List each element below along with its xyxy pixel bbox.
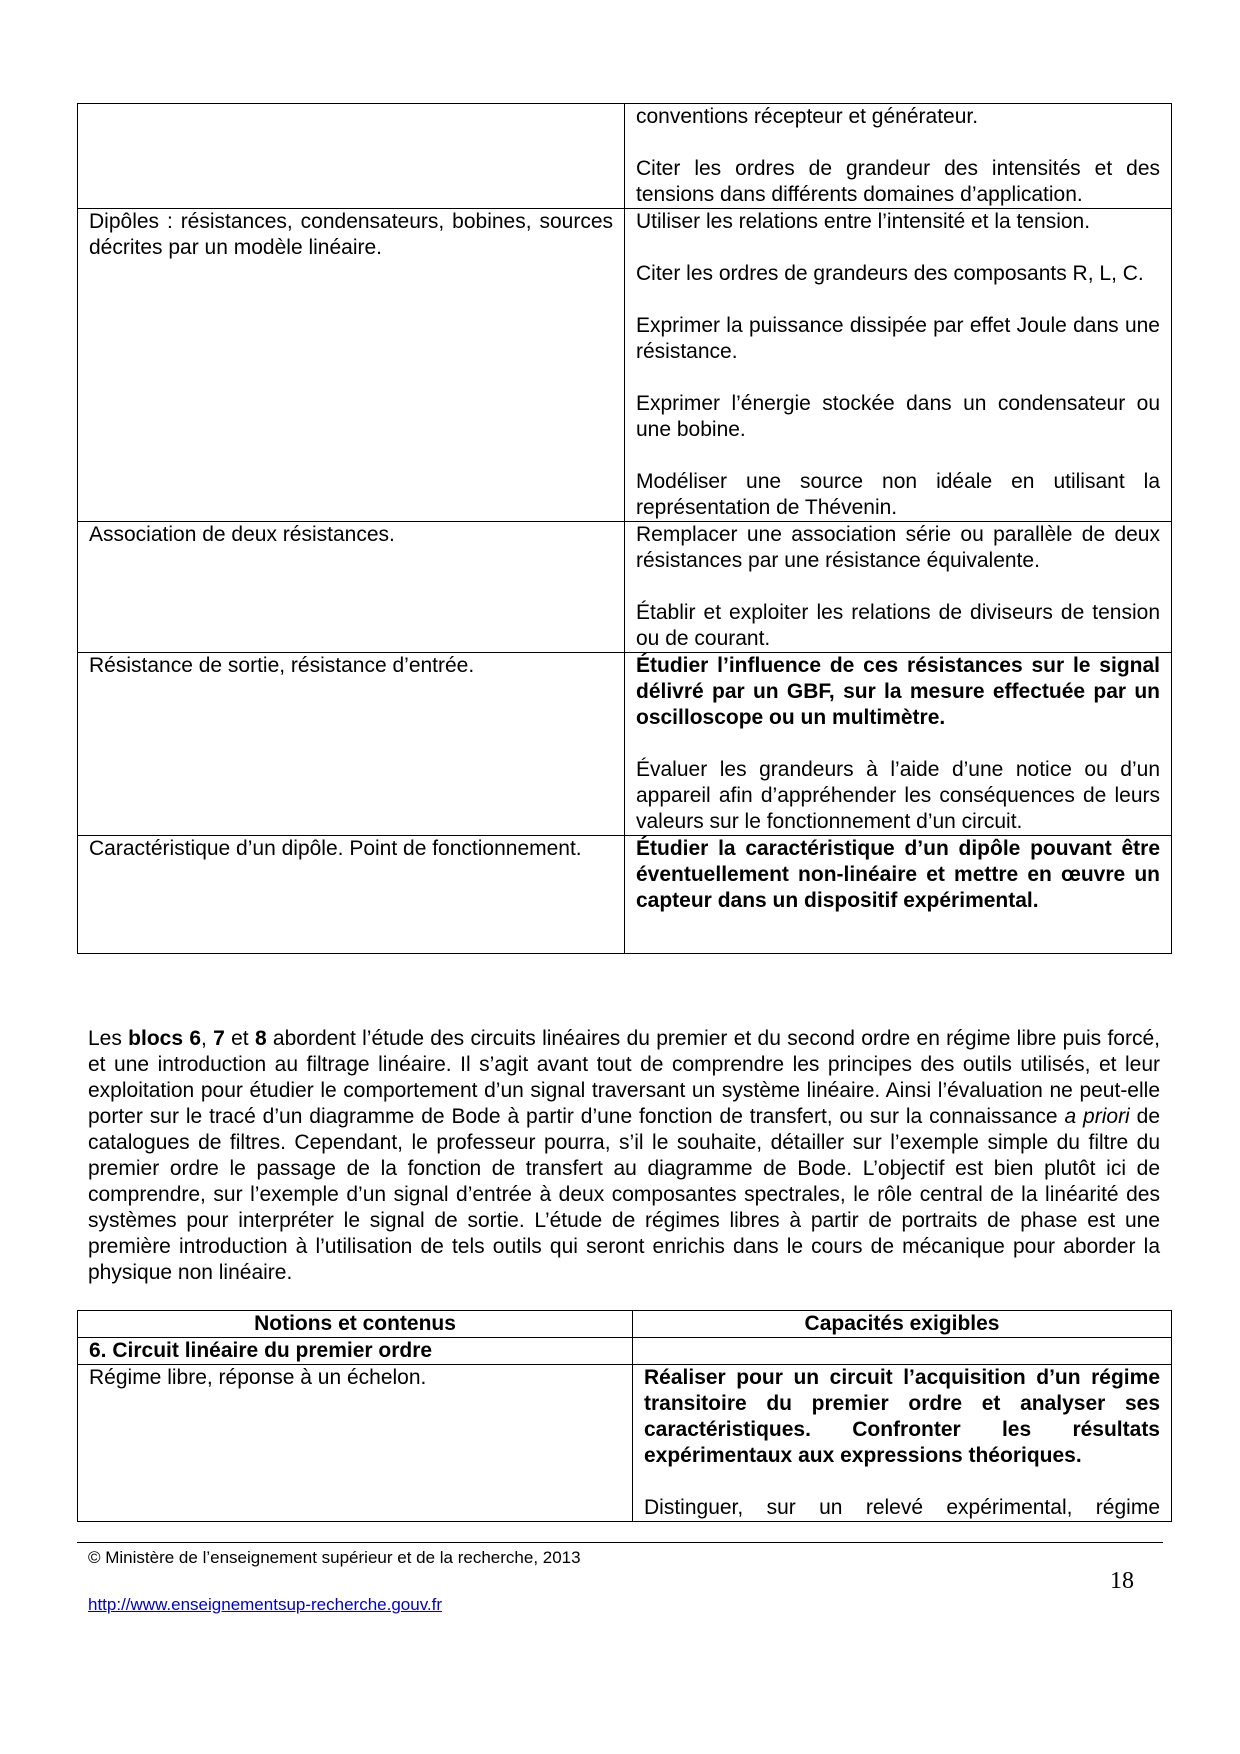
notion-text: Association de deux résistances. [89,523,395,546]
capacity-text: Citer les ordres de grandeurs des composants R, L, C. [636,262,1144,285]
programme-table-body [78,104,1172,954]
footer-divider [77,1542,1163,1543]
section-title: 6. Circuit linéaire du premier ordre [78,1338,633,1365]
intro-blocs-word: blocs [128,1027,184,1050]
capacity-cell [625,522,1172,653]
notion-text: Dipôles : résistances, condensateurs, bobines, sources décrites par un modèle linéaire. [89,210,613,259]
intro-paragraph [88,1026,1160,1286]
capacity-text: Évaluer les grandeurs à l’aide d’une notice ou d’un appareil afin d’appréhender les conséquences de leurs valeurs sur le fonctionnement d’un circuit. [636,758,1160,833]
capacity-cell [625,209,1172,522]
notion-cell [78,104,625,209]
table-header-row [78,1311,1172,1338]
notion-cell [78,209,625,522]
capacity-text: conventions récepteur et générateur. [636,105,979,128]
notion-cell [78,653,625,836]
capacity-text: Établir et exploiter les relations de diviseurs de tension ou de courant. [636,601,1160,650]
intro-text-middle: abordent l’étude des circuits linéaires du premier et du second ordre en régime libre puis forcé, et une introduction au filtrage linéaire. Il s’agit avant tout de comprendre les principes des outils utilisés, et leur exploitation pour étudier le comportement d’un signal traversant un système linéaire. Ainsi l’évaluation ne peut-elle porter sur le tracé d’un diagramme de Bode à partir d’une fonction de transfert, ou sur la connaissance [88,1027,1160,1128]
section-title-row [78,1338,1172,1365]
table-row [78,836,1172,954]
page-number: 18 [1110,1568,1134,1594]
notion-cell: Régime libre, réponse à un échelon. [78,1365,633,1522]
table-row [78,1365,1172,1522]
capacity-cell [625,104,1172,209]
capacity-text: Exprimer l’énergie stockée dans un condensateur ou une bobine. [636,392,1160,441]
notion-cell [78,836,625,954]
intro-comma: , [201,1027,214,1050]
header-capacites: Capacités exigibles [633,1311,1172,1338]
header-notions: Notions et contenus [78,1311,633,1338]
section-title-empty-cell [633,1338,1172,1365]
capacity-text: Exprimer la puissance dissipée par effet Joule dans une résistance. [636,314,1160,363]
capacity-text: Citer les ordres de grandeur des intensités et des tensions dans différents domaines d’application. [636,157,1160,206]
intro-bloc-8: 8 [254,1027,267,1050]
capacity-text: Utiliser les relations entre l’intensité et la tension. [636,210,1091,233]
capacity-text: Distinguer, sur un relevé expérimental, régime [644,1496,1160,1519]
capacity-text-bold: Étudier l’influence de ces résistances sur le signal délivré par un GBF, sur la mesure effectuée par un oscilloscope ou un multimètre. [636,654,1160,729]
capacity-cell [625,653,1172,836]
footer-copyright: © Ministère de l’enseignement supérieur et de la recherche, 2013 [88,1548,581,1567]
notion-text: Résistance de sortie, résistance d’entrée. [89,654,475,677]
programme-table-continued [77,103,1172,954]
section-6-table [77,1310,1172,1522]
capacity-cell [633,1365,1172,1522]
capacity-text: Modéliser une source non idéale en utilisant la représentation de Thévenin. [636,470,1160,519]
intro-bloc-7: 7 [213,1027,225,1050]
capacity-text-bold: Étudier la caractéristique d’un dipôle pouvant être éventuellement non-linéaire et mettre en œuvre un capteur dans un dispositif expérimental. [636,837,1160,912]
intro-bloc-6: 6 [189,1027,201,1050]
capacity-text-bold: Réaliser pour un circuit l’acquisition d’un régime transitoire du premier ordre et analyser ses caractéristiques. Confronter les résultats expérimentaux aux expressions théoriques. [644,1366,1160,1467]
notion-cell [78,522,625,653]
table-row [78,653,1172,836]
table-row [78,522,1172,653]
capacity-cell [625,836,1172,954]
notion-text: Caractéristique d’un dipôle. Point de fonctionnement. [89,837,582,860]
capacity-text: Remplacer une association série ou parallèle de deux résistances par une résistance équivalente. [636,523,1160,572]
intro-text-start: Les [88,1027,129,1050]
intro-et: et [224,1027,255,1050]
footer-link[interactable]: http://www.enseignementsup-recherche.gouv.fr [88,1595,443,1614]
table-row [78,209,1172,522]
intro-text-end: de catalogues de filtres. Cependant, le professeur pourra, s’il le souhaite, détailler sur l’exemple simple du filtre du premier ordre le passage de la fonction de transfert au diagramme de Bode. L’objectif est bien plutôt ici de comprendre, sur l’exemple d’un signal d’entrée à deux composantes spectrales, le rôle central de la linéarité des systèmes pour interpréter le signal de sortie. L’étude de régimes libres à partir de portraits de phase est une première introduction à l’utilisation de tels outils qui seront enrichis dans le cours de mécanique pour aborder la physique non linéaire. [88,1105,1160,1284]
table-row [78,104,1172,209]
intro-a-priori: a priori [1064,1105,1130,1128]
